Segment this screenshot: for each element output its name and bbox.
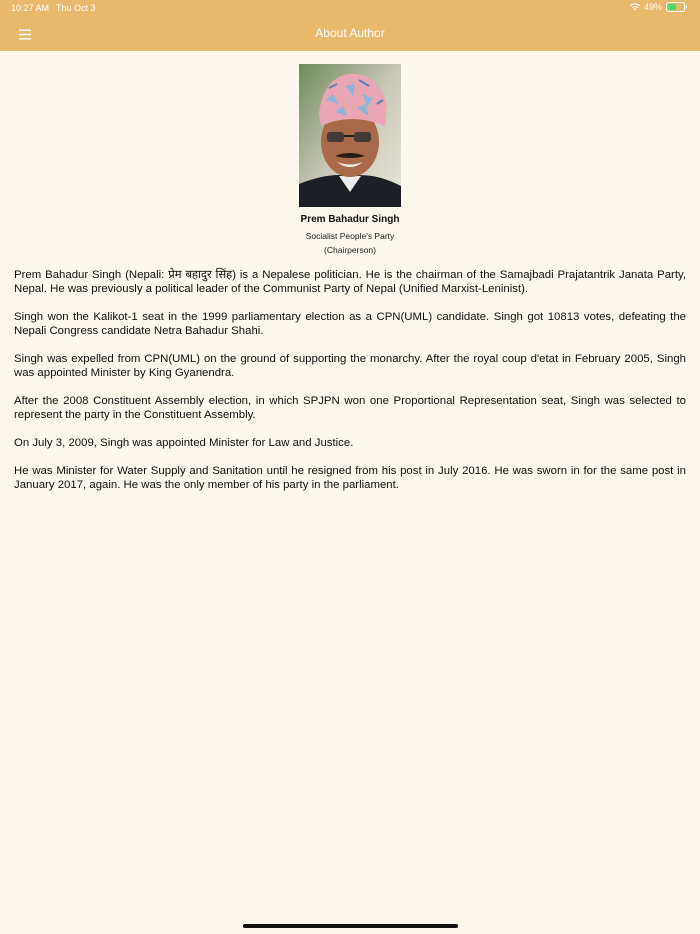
author-role: (Chairperson) bbox=[324, 245, 376, 255]
author-party: Socialist People's Party bbox=[305, 231, 395, 241]
status-date: Thu Oct 3 bbox=[56, 3, 96, 13]
status-indicators bbox=[630, 2, 688, 12]
wifi-icon bbox=[630, 3, 640, 11]
bio-paragraph: After the 2008 Constituent Assembly election, in which SPJPN won one Proportional Representation seat, Singh was selected to represent the party in the Constituent Assembly. bbox=[14, 395, 686, 421]
author-photo bbox=[299, 64, 401, 207]
bio-paragraph: Singh won the Kalikot-1 seat in the 1999 parliamentary election as a CPN(UML) candidate. Singh got 10813 votes, defeating the Nepali Congress candidate Netra Bahadur Shahi. bbox=[14, 311, 686, 337]
bio-paragraph: On July 3, 2009, Singh was appointed Minister for Law and Justice. bbox=[14, 437, 354, 449]
home-indicator[interactable] bbox=[243, 924, 458, 928]
battery-percent: 49% bbox=[643, 2, 662, 12]
battery-icon bbox=[666, 2, 688, 12]
author-name: Prem Bahadur Singh bbox=[300, 214, 400, 225]
top-bar bbox=[0, 0, 700, 51]
author-biography bbox=[14, 268, 686, 506]
author-portrait-image bbox=[299, 64, 401, 207]
status-bar bbox=[0, 0, 700, 16]
bio-paragraph: He was Minister for Water Supply and Sanitation until he resigned from his post in July 2016. He was sworn in for the same post in January 2017, again. He was the only member of his party in the parliament. bbox=[14, 465, 686, 491]
status-time: 10:27 AM bbox=[11, 3, 50, 13]
bio-paragraph: Singh was expelled from CPN(UML) on the ground of supporting the monarchy. After the royal coup d'etat in February 2005, Singh was appointed Minister by King Gyanendra. bbox=[14, 353, 686, 379]
bio-paragraph: Prem Bahadur Singh (Nepali: प्रेम बहादुर सिंह) is a Nepalese politician. He is the chairman of the Samajbadi Prajatantrik Janata Party, Nepal. He was previously a political leader of the Communist Party of Nepal (Unified Marxist-Leninist). bbox=[14, 269, 686, 295]
navigation-bar bbox=[0, 16, 700, 51]
page-title: About Author bbox=[315, 26, 385, 40]
